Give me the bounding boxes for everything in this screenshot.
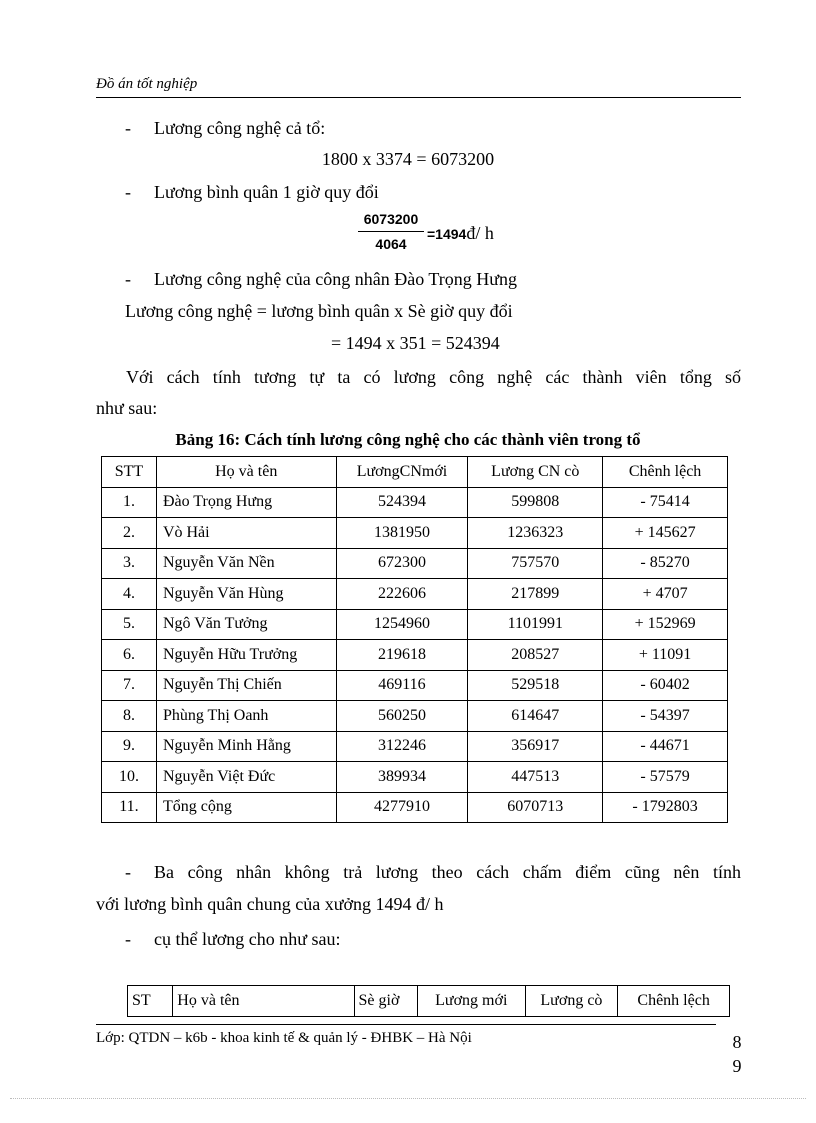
- cell-name: Đào Trọng Hưng: [156, 487, 336, 518]
- calc-equation-total: 1800 x 3374 = 6073200: [321, 149, 495, 169]
- cell-stt: 7.: [102, 670, 157, 701]
- fraction-result-value: =1494: [427, 226, 467, 242]
- col-header-old-wage: Lương CN cò: [468, 457, 603, 488]
- cell-old-wage: 529518: [468, 670, 603, 701]
- calc-line-tech-wage-team: Lương công nghệ cả tổ:: [154, 118, 326, 138]
- paragraph-detail-intro: cụ thể lương cho như sau:: [154, 929, 341, 949]
- cell-difference: - 1792803: [603, 792, 728, 823]
- table-header-row: [128, 986, 730, 1017]
- cell-difference: + 152969: [603, 609, 728, 640]
- col-header-difference: Chênh lệch: [603, 457, 728, 488]
- table16-caption: Bảng 16: Cách tính lương công nghệ cho các thành viên trong tổ: [175, 430, 641, 449]
- table-row: [102, 487, 728, 518]
- cell-name: Nguyễn Văn Nền: [156, 548, 336, 579]
- fraction-denominator: 4064: [375, 236, 407, 252]
- cell-new-wage: 560250: [336, 701, 468, 732]
- col-header-hours: Sè giờ: [354, 986, 417, 1017]
- second-table: [127, 985, 730, 1017]
- wage-table: [101, 456, 728, 823]
- header-rule: [96, 97, 741, 98]
- cell-stt: 10.: [102, 762, 157, 793]
- cell-old-wage: 208527: [468, 640, 603, 671]
- cell-name: Nguyễn Hữu Trưởng: [156, 640, 336, 671]
- cell-stt: 11.: [102, 792, 157, 823]
- cell-stt: 9.: [102, 731, 157, 762]
- cell-difference: - 60402: [603, 670, 728, 701]
- cell-new-wage: 672300: [336, 548, 468, 579]
- cell-new-wage: 469116: [336, 670, 468, 701]
- cell-stt: 1.: [102, 487, 157, 518]
- fraction-bar: [358, 231, 424, 232]
- calc-line-avg-wage: Lương bình quân 1 giờ quy đổi: [154, 182, 379, 202]
- cell-difference: - 44671: [603, 731, 728, 762]
- cell-old-wage: 217899: [468, 579, 603, 610]
- cell-stt: 3.: [102, 548, 157, 579]
- cell-old-wage: 447513: [468, 762, 603, 793]
- table-row: [102, 548, 728, 579]
- table-row: [102, 731, 728, 762]
- cell-stt: 5.: [102, 609, 157, 640]
- bullet-dash: -: [125, 118, 131, 138]
- cell-difference: - 75414: [603, 487, 728, 518]
- cell-new-wage: 219618: [336, 640, 468, 671]
- cell-difference: - 54397: [603, 701, 728, 732]
- table-row: [102, 762, 728, 793]
- col-header-stt: STT: [102, 457, 157, 488]
- col-header-name: Họ và tên: [173, 986, 354, 1017]
- cell-old-wage: 614647: [468, 701, 603, 732]
- fraction-numerator: 6073200: [363, 211, 419, 227]
- cell-name: Phùng Thị Oanh: [156, 701, 336, 732]
- cell-old-wage: 356917: [468, 731, 603, 762]
- cell-stt: 6.: [102, 640, 157, 671]
- paragraph-intro-line1: Với cách tính tương tự ta có lương công nghệ các thành viên tổng số: [126, 367, 741, 387]
- paragraph-three-workers-line2: với lương bình quân chung của xưởng 1494 đ/ h: [96, 894, 444, 914]
- col-header-new-wage: Lương mới: [417, 986, 525, 1017]
- cell-name: Tổng cộng: [156, 792, 336, 823]
- cell-new-wage: 222606: [336, 579, 468, 610]
- cell-stt: 2.: [102, 518, 157, 549]
- cell-new-wage: 1381950: [336, 518, 468, 549]
- bullet-dash: -: [125, 929, 131, 949]
- page-number: [730, 1030, 744, 1078]
- table-row: [102, 701, 728, 732]
- fraction-result: [427, 223, 494, 244]
- cell-stt: 4.: [102, 579, 157, 610]
- cell-difference: - 57579: [603, 762, 728, 793]
- calc-line-result: = 1494 x 351 = 524394: [331, 333, 500, 353]
- cell-name: Vò Hải: [156, 518, 336, 549]
- table-header-row: [102, 457, 728, 488]
- cell-name: Nguyễn Việt Đức: [156, 762, 336, 793]
- col-header-difference: Chênh lệch: [618, 986, 730, 1017]
- col-header-new-wage: LươngCNmới: [336, 457, 468, 488]
- cell-stt: 8.: [102, 701, 157, 732]
- table-row: [102, 579, 728, 610]
- paragraph-three-workers-line1: Ba công nhân không trả lương theo cách chấm điểm cũng nên tính: [154, 862, 741, 882]
- cell-old-wage: 1101991: [468, 609, 603, 640]
- cell-new-wage: 1254960: [336, 609, 468, 640]
- footer-text: Lớp: QTDN – k6b - khoa kinh tế & quản lý - ĐHBK – Hà Nội: [96, 1030, 472, 1046]
- bullet-dash: -: [125, 862, 131, 882]
- fraction-unit: đ/ h: [466, 223, 494, 243]
- col-header-name: Họ và tên: [156, 457, 336, 488]
- cell-new-wage: 524394: [336, 487, 468, 518]
- paragraph-intro-line2: như sau:: [96, 398, 158, 418]
- cell-new-wage: 389934: [336, 762, 468, 793]
- cell-difference: - 85270: [603, 548, 728, 579]
- page-number-digit: 9: [732, 1056, 742, 1076]
- cell-old-wage: 599808: [468, 487, 603, 518]
- bullet-dash: -: [125, 269, 131, 289]
- calc-line-worker: Lương công nghệ của công nhân Đào Trọng Hưng: [154, 269, 517, 289]
- cell-name: Nguyễn Thị Chiến: [156, 670, 336, 701]
- table-row: [102, 609, 728, 640]
- calc-line-formula: Lương công nghệ = lương bình quân x Sè giờ quy đổi: [125, 301, 513, 321]
- table-row: [102, 640, 728, 671]
- cell-difference: + 145627: [603, 518, 728, 549]
- cell-new-wage: 4277910: [336, 792, 468, 823]
- cell-old-wage: 6070713: [468, 792, 603, 823]
- cell-name: Nguyễn Minh Hằng: [156, 731, 336, 762]
- col-header-st: ST: [128, 986, 173, 1017]
- col-header-old-wage: Lương cò: [525, 986, 618, 1017]
- table-row: [102, 670, 728, 701]
- running-header: Đồ án tốt nghiệp: [96, 76, 198, 92]
- page-number-digit: 8: [732, 1032, 742, 1052]
- table-row: [102, 518, 728, 549]
- cell-difference: + 11091: [603, 640, 728, 671]
- cell-name: Ngô Văn Tưởng: [156, 609, 336, 640]
- cell-difference: + 4707: [603, 579, 728, 610]
- table-row-total: [102, 792, 728, 823]
- footer-rule: [96, 1024, 716, 1025]
- cell-new-wage: 312246: [336, 731, 468, 762]
- bullet-dash: -: [125, 182, 131, 202]
- cell-old-wage: 1236323: [468, 518, 603, 549]
- cell-name: Nguyễn Văn Hùng: [156, 579, 336, 610]
- cell-old-wage: 757570: [468, 548, 603, 579]
- page-bottom-dotted-line: [10, 1098, 806, 1099]
